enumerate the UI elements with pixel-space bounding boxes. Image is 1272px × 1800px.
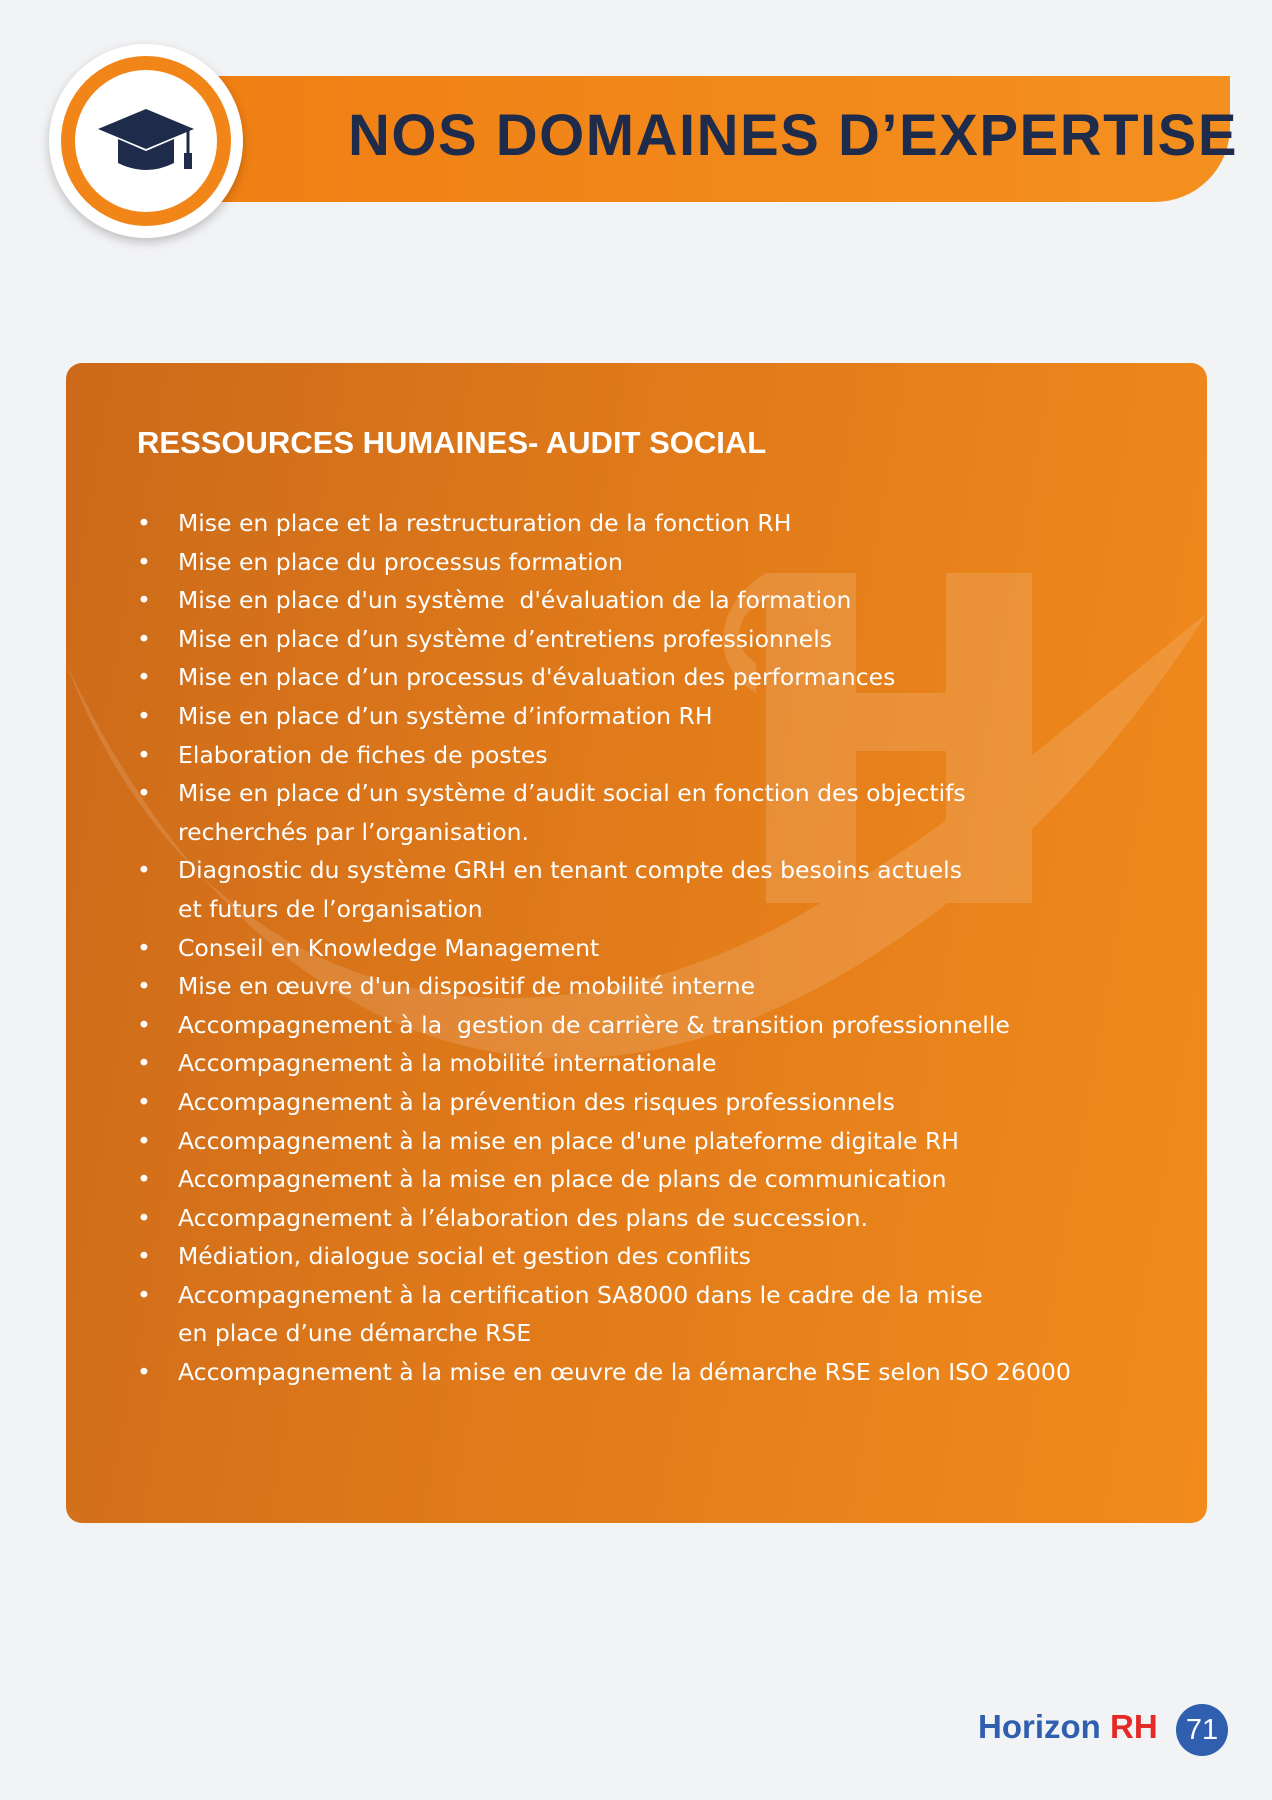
page-number: 71 [1176, 1704, 1228, 1756]
list-item: • Mise en place d’un système d’audit social en fonction des objectifs recherchés par l’organisation. [137, 774, 1187, 851]
list-item: • Mise en place d’un système d’entretiens professionnels [137, 620, 1187, 659]
list-item: • Accompagnement à la prévention des risques professionnels [137, 1083, 1187, 1122]
page-title: NOS DOMAINES D’EXPERTISE [348, 103, 1239, 168]
list-item: • Accompagnement à la mobilité internationale [137, 1044, 1187, 1083]
list-item: • Diagnostic du système GRH en tenant compte des besoins actuels et futurs de l’organisation [137, 851, 1187, 928]
list-item: • Accompagnement à la mise en œuvre de la démarche RSE selon ISO 26000 [137, 1353, 1187, 1392]
section-title: RESSOURCES HUMAINES- AUDIT SOCIAL [137, 425, 767, 460]
list-item: • Mise en place d'un système d'évaluation de la formation [137, 581, 1187, 620]
brand-suffix: RH [1110, 1708, 1158, 1745]
expertise-card [66, 363, 1207, 1523]
footer-brand [978, 1708, 1158, 1746]
header-badge [49, 44, 243, 238]
graduation-cap-icon [96, 103, 196, 179]
brand-name: Horizon [978, 1708, 1101, 1745]
list-item: • Conseil en Knowledge Management [137, 929, 1187, 968]
list-item: • Accompagnement à la mise en place de plans de communication [137, 1160, 1187, 1199]
list-item: • Accompagnement à l’élaboration des plans de succession. [137, 1199, 1187, 1238]
list-item: • Elaboration de fiches de postes [137, 736, 1187, 775]
list-item: • Mise en place d’un processus d'évaluation des performances [137, 658, 1187, 697]
list-item: • Accompagnement à la certification SA8000 dans le cadre de la mise en place d’une démarche RSE [137, 1276, 1187, 1353]
list-item: • Mise en place d’un système d’information RH [137, 697, 1187, 736]
list-item: • Médiation, dialogue social et gestion des conflits [137, 1237, 1187, 1276]
expertise-list [137, 504, 1187, 1392]
list-item: • Mise en œuvre d'un dispositif de mobilité interne [137, 967, 1187, 1006]
list-item: • Accompagnement à la gestion de carrière & transition professionnelle [137, 1006, 1187, 1045]
list-item: • Accompagnement à la mise en place d'une plateforme digitale RH [137, 1122, 1187, 1161]
list-item: • Mise en place du processus formation [137, 543, 1187, 582]
list-item: • Mise en place et la restructuration de la fonction RH [137, 504, 1187, 543]
